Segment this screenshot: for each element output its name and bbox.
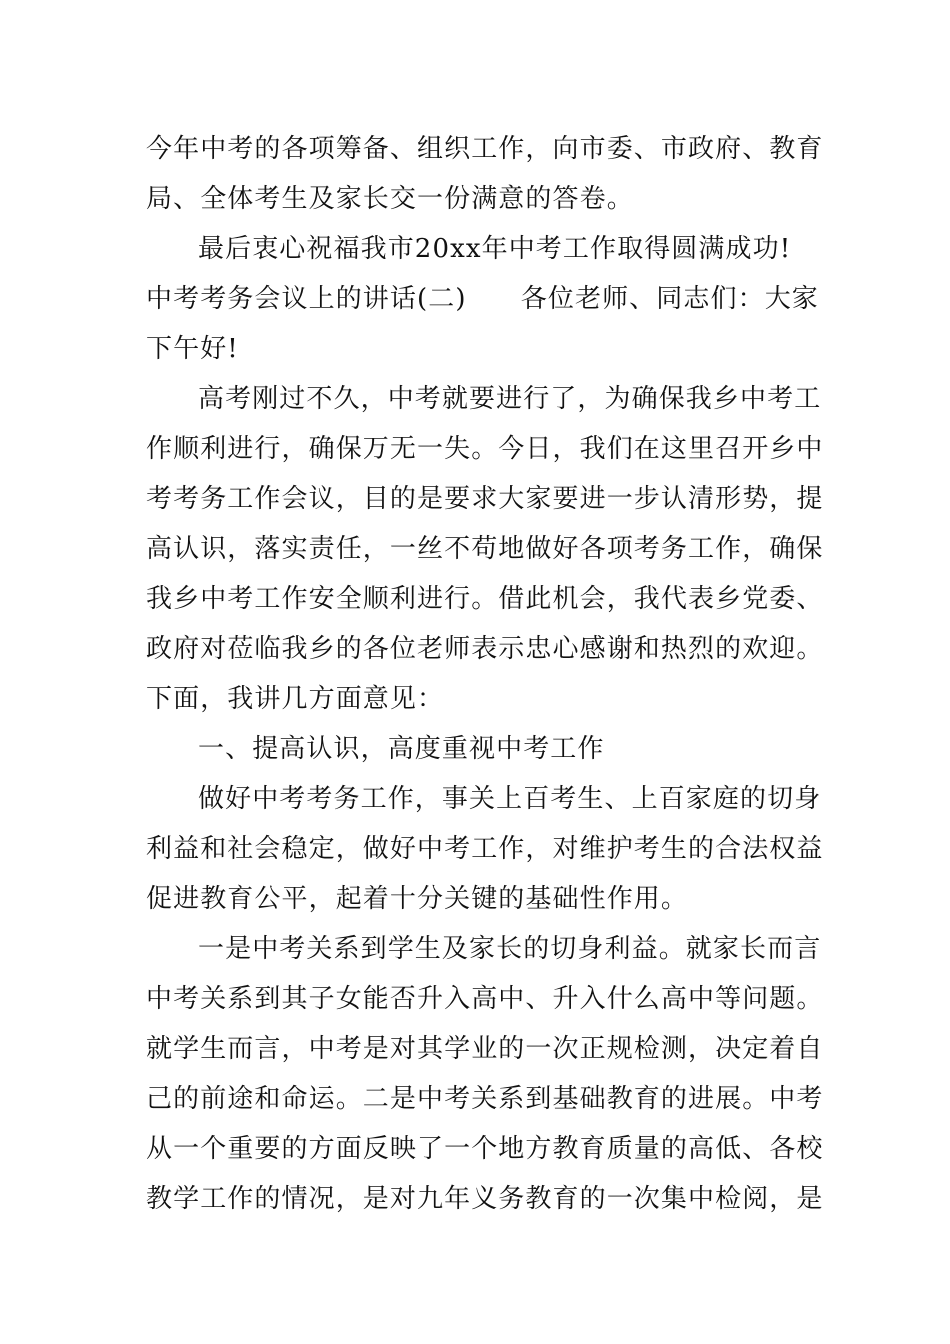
section-heading-line: 中考考务会议上的讲话(二) 各位老师、同志们：大家 <box>146 284 819 314</box>
text-line: 下午好! <box>146 334 239 364</box>
text-line: 做好中考考务工作，事关上百考生、上百家庭的切身 <box>198 784 822 814</box>
text-line: 下面，我讲几方面意见： <box>146 684 445 714</box>
text-line: 今年中考的各项筹备、组织工作，向市委、市政府、教育 <box>146 134 824 164</box>
text-line: 高考刚过不久，中考就要进行了，为确保我乡中考工 <box>198 384 822 414</box>
text-line: 作顺利进行，确保万无一失。今日，我们在这里召开乡中 <box>146 434 824 464</box>
text-line: 我乡中考工作安全顺利进行。借此机会，我代表乡党委、 <box>146 584 824 614</box>
text-line: 促进教育公平，起着十分关键的基础性作用。 <box>146 884 689 914</box>
subheading-line: 一、提高认识，高度重视中考工作 <box>198 734 605 764</box>
text-line: 教学工作的情况，是对九年义务教育的一次集中检阅，是 <box>146 1184 824 1214</box>
text-line: 局、全体考生及家长交一份满意的答卷。 <box>146 184 634 214</box>
text-line: 一是中考关系到学生及家长的切身利益。就家长而言 <box>198 934 822 964</box>
text-line: 政府对莅临我乡的各位老师表示忠心感谢和热烈的欢迎。 <box>146 634 824 664</box>
text-line: 就学生而言，中考是对其学业的一次正规检测，决定着自 <box>146 1034 824 1064</box>
text-line: 中考关系到其子女能否升入高中、升入什么高中等问题。 <box>146 984 824 1014</box>
text-line: 从一个重要的方面反映了一个地方教育质量的高低、各校 <box>146 1134 824 1164</box>
text-line: 高认识，落实责任，一丝不苟地做好各项考务工作，确保 <box>146 534 824 564</box>
text-line: 最后衷心祝福我市20xx年中考工作取得圆满成功! <box>198 234 792 264</box>
text-line: 己的前途和命运。二是中考关系到基础教育的进展。中考 <box>146 1084 824 1114</box>
text-line: 考考务工作会议，目的是要求大家要进一步认清形势，提 <box>146 484 824 514</box>
text-line: 利益和社会稳定，做好中考工作，对维护考生的合法权益 <box>146 834 824 864</box>
